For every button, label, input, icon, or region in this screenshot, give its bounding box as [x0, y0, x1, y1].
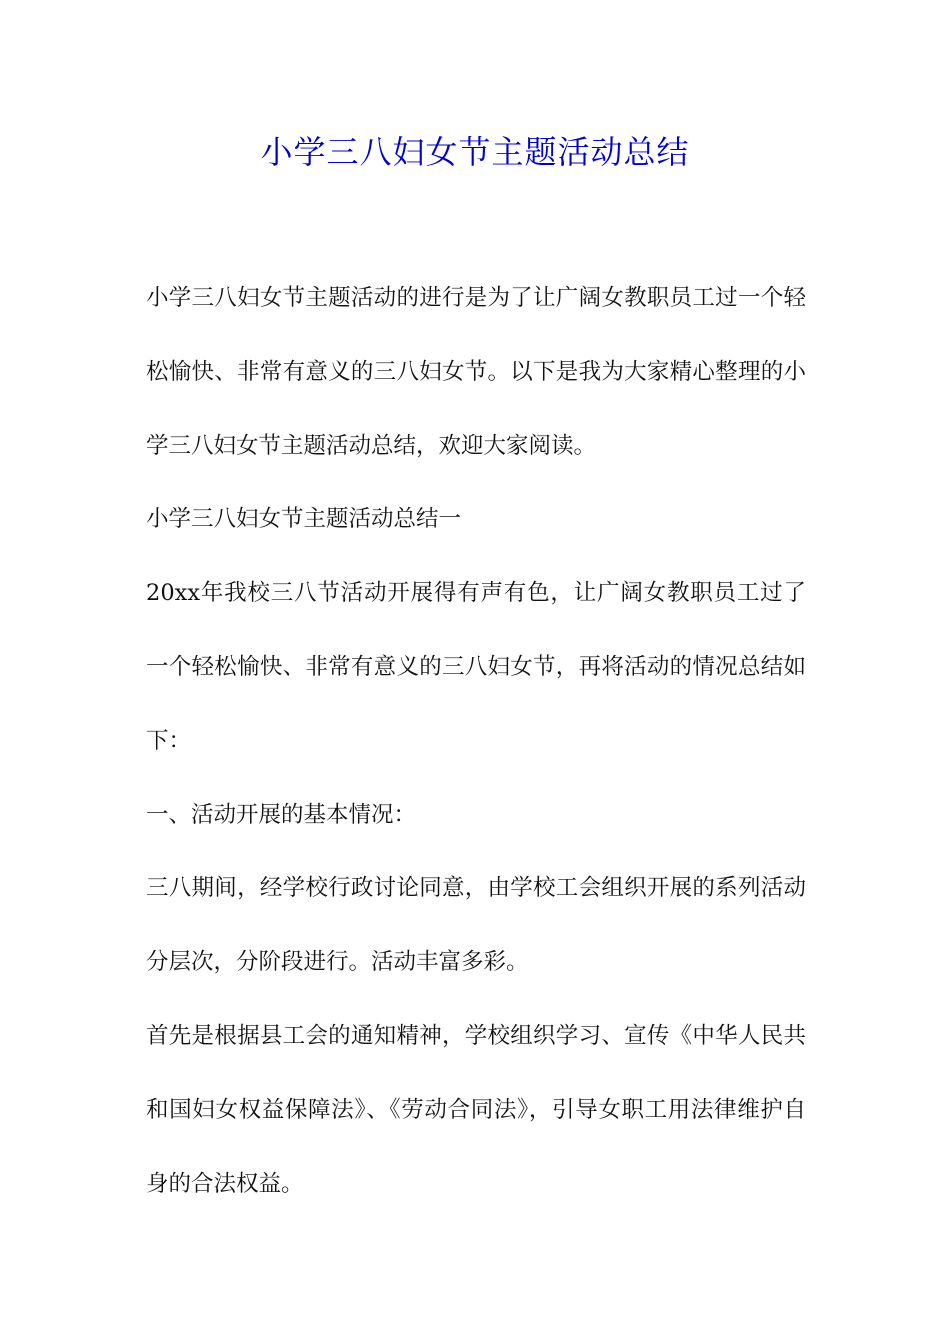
paragraph-summary: 20xx年我校三八节活动开展得有声有色，让广阔女教职员工过了一个轻松愉快、非常有意义的三八妇女节，再将活动的情况总结如下：	[146, 580, 806, 754]
paragraph-law-study: 首先是根据县工会的通知精神，学校组织学习、宣传《中华人民共和国妇女权益保障法》、《劳动合同法》，引导女职工用法律维护自身的合法权益。	[146, 1022, 806, 1197]
paragraph-activities: 三八期间，经学校行政讨论同意，由学校工会组织开展的系列活动分层次，分阶段进行。活动丰富多彩。	[146, 875, 806, 976]
subsection-heading: 一、活动开展的基本情况：	[146, 801, 417, 828]
document-title: 小学三八妇女节主题活动总结	[260, 133, 690, 171]
paragraph-intro: 小学三八妇女节主题活动的进行是为了让广阔女教职员工过一个轻松愉快、非常有意义的三八妇女节。以下是我为大家精心整理的小学三八妇女节主题活动总结，欢迎大家阅读。	[146, 285, 806, 459]
section-heading: 小学三八妇女节主题活动总结一	[146, 506, 462, 533]
document-body	[146, 262, 806, 1221]
